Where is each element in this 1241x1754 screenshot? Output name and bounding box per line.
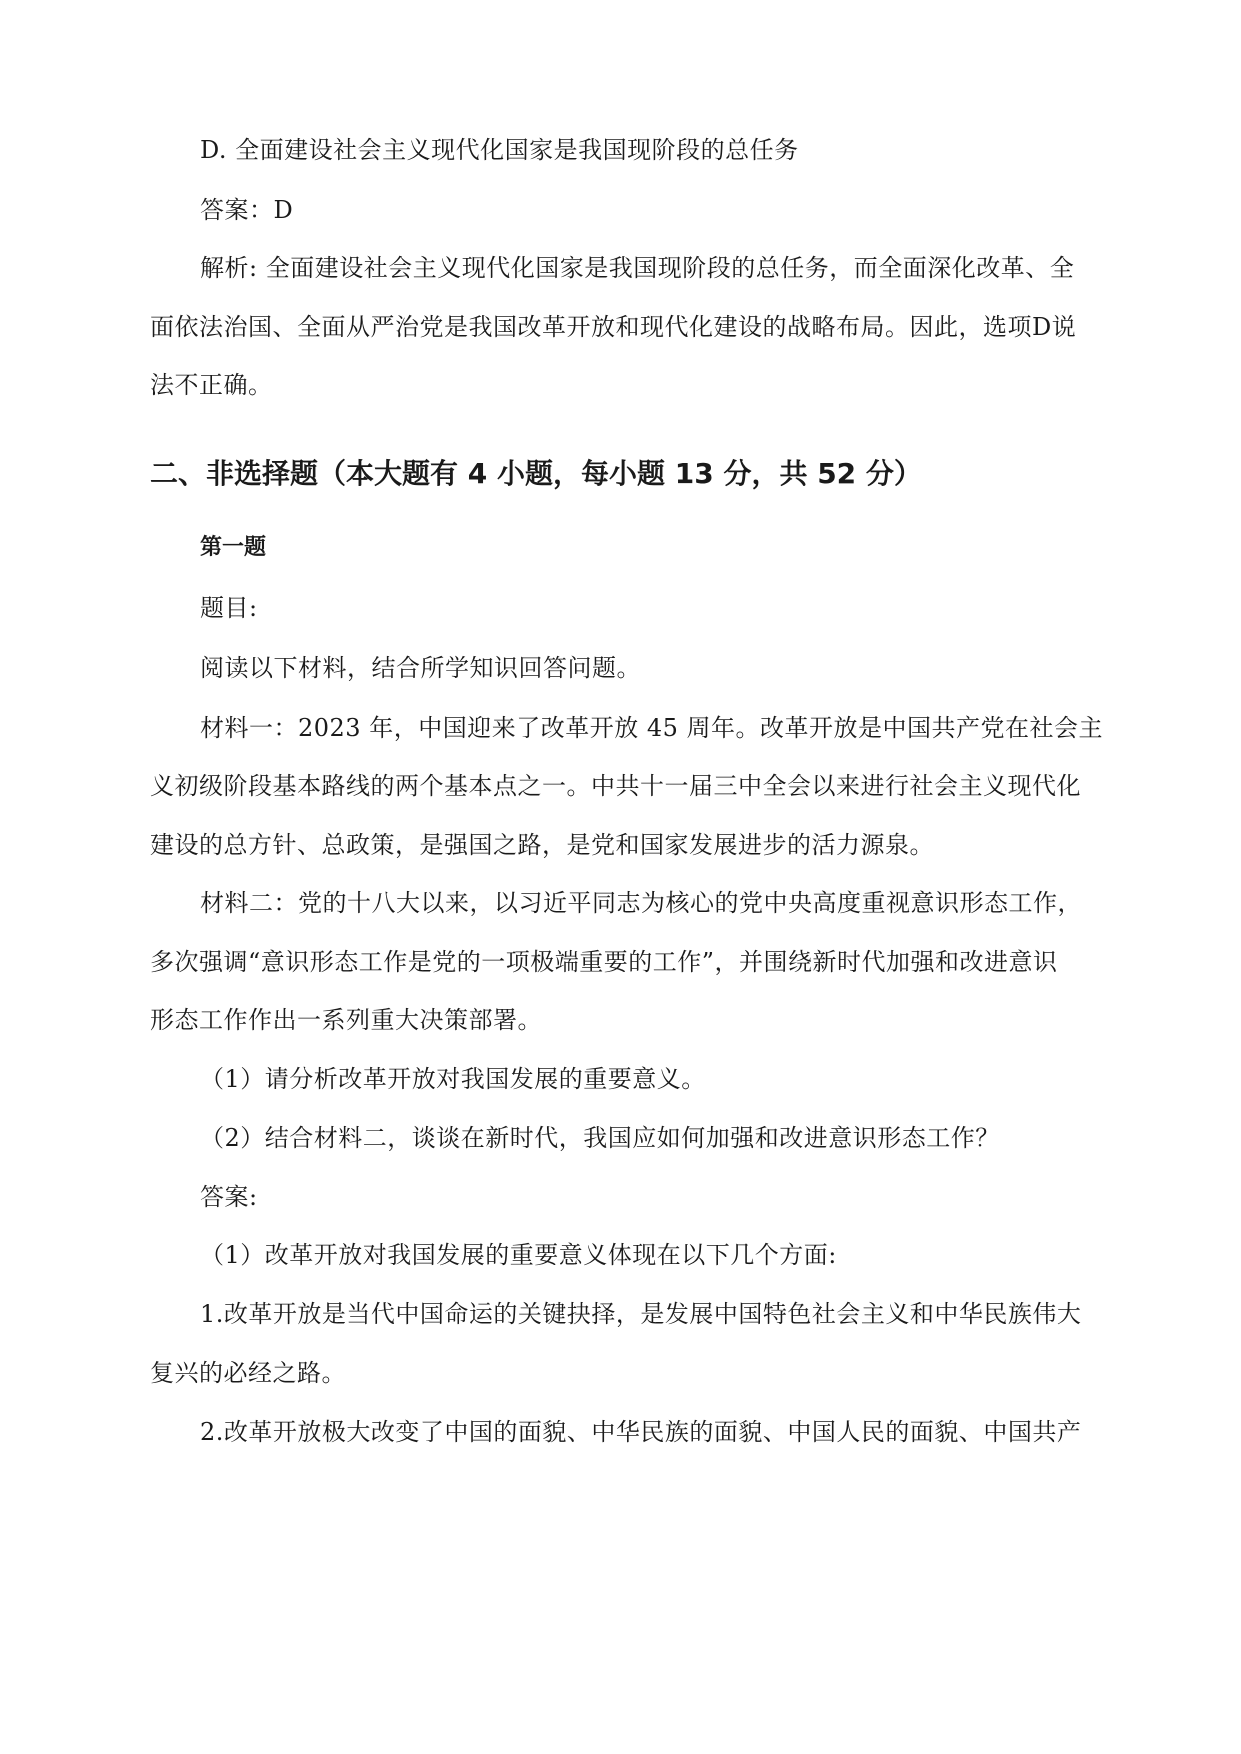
question-label: 题目:	[200, 594, 258, 622]
sub-question-2: （2）结合材料二，谈谈在新时代，我国应如何加强和改进意识形态工作？	[200, 1124, 1000, 1152]
instruction-line: 阅读以下材料，结合所学知识回答问题。	[200, 654, 641, 682]
material-1-line-3: 建设的总方针、总政策，是强国之路，是党和国家发展进步的活力源泉。	[150, 831, 934, 859]
answer-1-intro: （1）改革开放对我国发展的重要意义体现在以下几个方面:	[200, 1241, 837, 1269]
option-d-line: D. 全面建设社会主义现代化国家是我国现阶段的总任务	[200, 136, 799, 164]
question-title: 第一题	[200, 535, 267, 560]
analysis-line-2: 面依法治国、全面从严治党是我国改革开放和现代化建设的战略布局。因此，选项D说	[150, 313, 1077, 341]
material-2-line-1: 材料二：党的十八大以来，以习近平同志为核心的党中央高度重视意识形态工作，	[200, 889, 1082, 917]
point-2-line-1: 2.改革开放极大改变了中国的面貌、中华民族的面貌、中国人民的面貌、中国共产	[200, 1418, 1082, 1446]
material-1-line-2: 义初级阶段基本路线的两个基本点之一。中共十一届三中全会以来进行社会主义现代化	[150, 772, 1081, 800]
section-heading: 二、非选择题（本大题有 4 小题，每小题 13 分，共 52 分）	[150, 457, 922, 490]
analysis-line-3: 法不正确。	[150, 371, 273, 399]
sub-question-1: （1）请分析改革开放对我国发展的重要意义。	[200, 1065, 706, 1093]
point-1-line-2: 复兴的必经之路。	[150, 1359, 346, 1387]
answer-label: 答案:	[200, 1183, 258, 1211]
material-2-line-3: 形态工作作出一系列重大决策部署。	[150, 1006, 542, 1034]
material-2-line-2: 多次强调“意识形态工作是党的一项极端重要的工作”，并围绕新时代加强和改进意识	[150, 948, 1058, 976]
point-1-line-1: 1.改革开放是当代中国命运的关键抉择，是发展中国特色社会主义和中华民族伟大	[200, 1300, 1082, 1328]
analysis-line-1: 解析: 全面建设社会主义现代化国家是我国现阶段的总任务，而全面深化改革、全	[200, 254, 1075, 282]
material-1-line-1: 材料一：2023 年，中国迎来了改革开放 45 周年。改革开放是中国共产党在社会主	[200, 714, 1104, 742]
answer-line: 答案：D	[200, 196, 294, 224]
